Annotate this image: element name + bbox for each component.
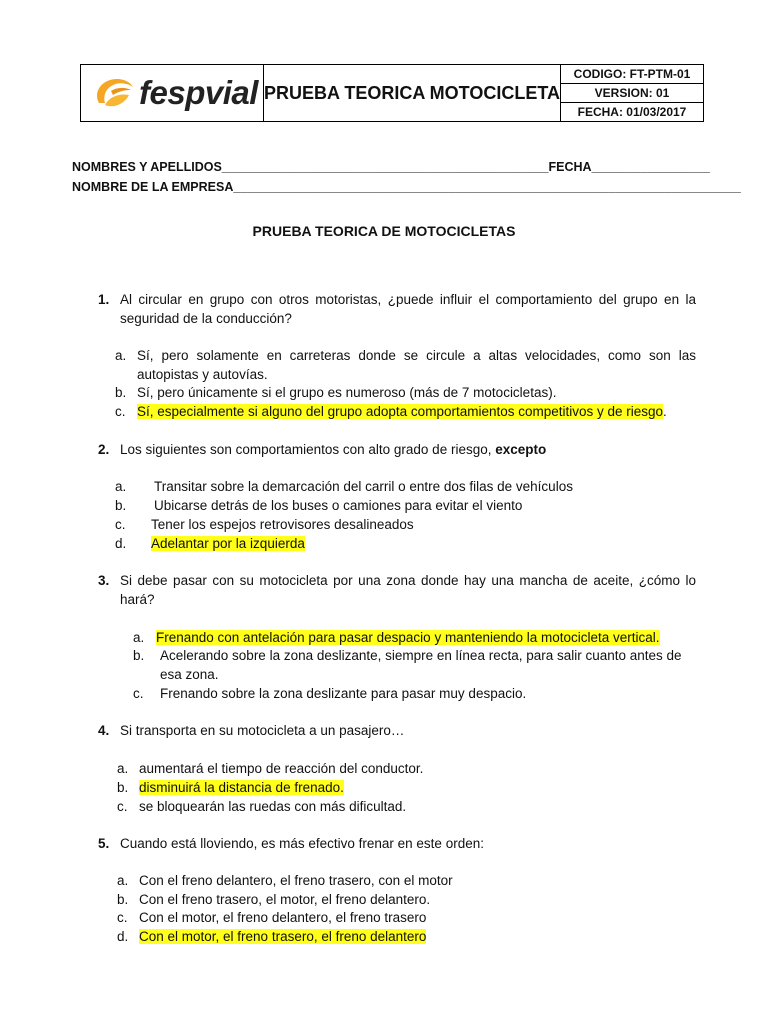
option-text: Con el freno trasero, el motor, el freno delantero. [139,892,431,907]
option-letter: a. [115,348,127,363]
option-text: Sí, pero solamente en carreteras donde se circule a altas velocidades, como son las autopistas y autovías. [137,348,696,382]
option-letter: c. [115,517,126,532]
option-5a [117,871,677,890]
option-1a [115,346,696,384]
option-text: Acelerando sobre la zona deslizante, siempre en línea recta, para salir cuanto antes de esa zona. [160,648,682,682]
question-4 [98,721,696,740]
option-letter: d. [115,536,127,551]
option-2c [115,515,675,534]
question-number: 5. [98,836,110,851]
question-text [120,440,696,459]
option-text: Con el motor, el freno delantero, el freno trasero [139,910,427,925]
correct-answer-highlight: Adelantar por la izquierda [151,536,305,551]
option-text: Ubicarse detrás de los buses o camiones para evitar el viento [154,498,523,513]
brand-name: fespvial [139,74,258,111]
option-text: aumentará el tiempo de reacción del conductor. [139,761,424,776]
option-1b [115,383,675,402]
fecha-label: FECHA: 01/03/2017 [577,105,687,119]
option-4b [117,778,677,797]
question-text: Si debe pasar con su motocicleta por una zona donde hay una mancha de aceite, ¿cómo lo hará? [120,573,696,607]
correct-answer-highlight: Sí, especialmente si alguno del grupo adopta comportamientos competitivos y de riesgo [137,404,664,419]
option-2d [115,534,675,553]
option-3b [133,646,693,684]
option-letter: b. [117,780,129,795]
fespvial-logo-icon [91,73,135,113]
option-2b [115,496,675,515]
header-meta [561,65,703,121]
question-emphasis: excepto [495,442,547,457]
empresa-field-line: NOMBRE DE LA EMPRESA_________________________________________________________________________ [72,180,741,194]
option-text: Transitar sobre la demarcación del carril o entre dos filas de vehículos [154,479,573,494]
option-letter: b. [115,385,127,400]
option-letter: a. [133,630,145,645]
option-letter: c. [117,910,128,925]
nombres-field-line: NOMBRES Y APELLIDOS_______________________________________________FECHA_________________ [72,160,710,174]
version-label: VERSION: 01 [561,84,703,103]
option-text: Sí, pero únicamente si el grupo es numeroso (más de 7 motocicletas). [137,385,557,400]
option-letter: b. [133,648,145,663]
option-5d [117,927,677,946]
question-1 [98,290,696,328]
option-letter: c. [117,799,128,814]
question-number: 4. [98,723,110,738]
document-title: PRUEBA TEORICA DE MOTOCICLETAS [252,223,516,239]
question-number: 3. [98,573,110,588]
option-4a [117,759,677,778]
option-5b [117,890,677,909]
option-letter: b. [117,892,129,907]
option-text: se bloquearán las ruedas con más dificultad. [139,799,407,814]
correct-answer-highlight: disminuirá la distancia de frenado. [139,780,344,795]
correct-answer-highlight: Con el motor, el freno trasero, el freno delantero [139,929,427,944]
question-text: Cuando está lloviendo, es más efectivo frenar en este orden: [120,836,484,851]
question-5 [98,834,696,853]
option-text: Frenando sobre la zona deslizante para pasar muy despacio. [160,686,527,701]
option-5c [117,908,677,927]
option-3c [133,684,693,703]
option-suffix: . [663,404,667,419]
correct-answer-highlight: Frenando con antelación para pasar despacio y manteniendo la motocicleta vertical. [156,630,660,645]
logo [81,65,264,121]
option-letter: a. [115,479,127,494]
question-3 [98,571,696,609]
option-letter: a. [117,761,129,776]
option-3a [133,628,693,647]
option-letter: d. [117,929,129,944]
option-text: Con el freno delantero, el freno trasero, con el motor [139,873,453,888]
option-1c [115,402,705,421]
question-text: Al circular en grupo con otros motoristas, ¿puede influir el comportamiento del grupo en la seguridad de la conducción? [120,292,696,326]
header-title: PRUEBA TEORICA MOTOCICLETA [264,65,561,121]
codigo-label: CODIGO: FT-PTM-01 [561,65,703,84]
question-2 [98,440,696,459]
option-letter: c. [133,686,144,701]
option-2a [115,477,675,496]
question-number: 1. [98,292,110,307]
option-letter: c. [115,404,126,419]
document-header [80,64,704,122]
option-4c [117,797,677,816]
option-letter: a. [117,873,129,888]
question-text-main: Los siguientes son comportamientos con alto grado de riesgo, [120,442,492,457]
option-text: Tener los espejos retrovisores desalineados [151,517,414,532]
question-number: 2. [98,442,110,457]
option-letter: b. [115,498,127,513]
question-text: Si transporta en su motocicleta a un pasajero… [120,723,405,738]
